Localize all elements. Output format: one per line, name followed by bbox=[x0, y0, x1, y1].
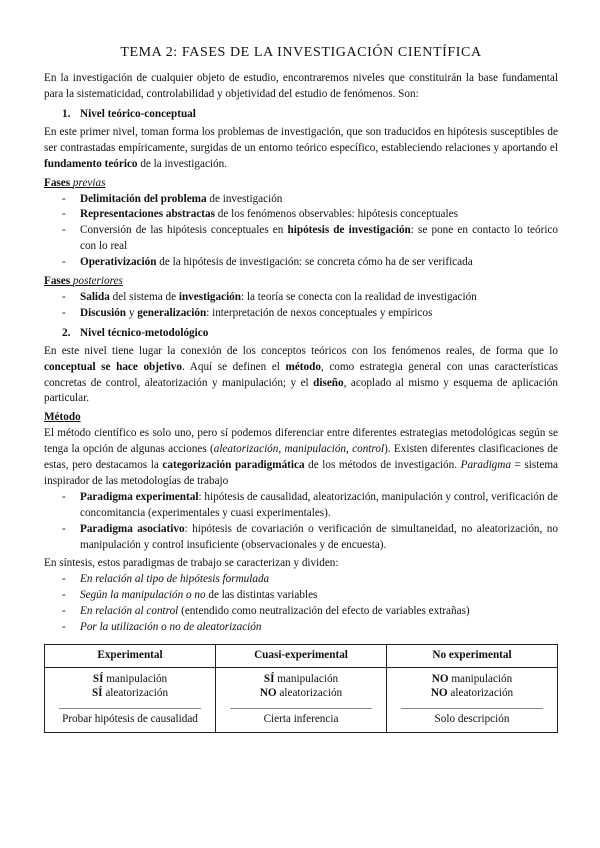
cell-footer: Probar hipótesis de causalidad bbox=[62, 713, 198, 726]
list-item: - Por la utilización o no de aleatorización bbox=[62, 620, 558, 636]
table-cell: SÍ manipulación NO aleatorización Cierta inferencia bbox=[216, 667, 387, 732]
cell-footer: Cierta inferencia bbox=[263, 713, 339, 726]
section-number: 1. bbox=[62, 108, 71, 120]
list-item: - En relación al control (entendido como neutralización del efecto de variables extrañas) bbox=[62, 604, 558, 620]
section-heading-1 bbox=[62, 107, 558, 123]
page-title: TEMA 2: FASES DE LA INVESTIGACIÓN CIENTÍFICA bbox=[120, 45, 482, 60]
table-row bbox=[45, 667, 558, 732]
section2-paragraph: En este nivel tiene lugar la conexión de los conceptos teóricos con los fenómenos reales, de forma que lo conceptual se hace objetivo. Aquí se definen el método, como estrategia general con unas características concretas de control, aleatorización y manipulación; y el diseño, acoplado al mismo y esquema de aplicación particular. bbox=[44, 344, 558, 405]
paradigm-list bbox=[44, 490, 558, 554]
list-item: - Salida del sistema de investigación: la teoría se conecta con la realidad de investigación bbox=[62, 290, 558, 306]
fases-previas-heading: Fases previas bbox=[44, 176, 106, 189]
list-item: - Operativización de la hipótesis de investigación: se concreta cómo ha de ser verificada bbox=[62, 255, 558, 271]
sintesis-list bbox=[44, 572, 558, 636]
fases-posteriores-heading: Fases posteriores bbox=[44, 275, 123, 288]
list-item: - En relación al tipo de hipótesis formulada bbox=[62, 572, 558, 588]
metodo-heading: Método bbox=[44, 411, 81, 424]
list-item: - Conversión de las hipótesis conceptuales en hipótesis de investigación: se pone en contacto lo teórico con lo real bbox=[62, 223, 558, 255]
table-header-row bbox=[45, 645, 558, 668]
section-title: Nivel teórico-conceptual bbox=[80, 108, 196, 120]
sintesis-paragraph: En síntesis, estos paradigmas de trabajo se caracterizan y dividen: bbox=[44, 557, 339, 570]
section1-paragraph: En este primer nivel, toman forma los problemas de investigación, que son traducidos en hipótesis susceptibles de ser contrastadas empíricamente, surgidas de un entorno teórico específico, estableciendo relaciones y aportando el fundamento teórico de la investigación. bbox=[44, 125, 558, 170]
list-item: - Paradigma asociativo: hipótesis de covariación o verificación de simultaneidad, no aleatorización, no manipulación y control insuficiente (observacionales y de encuesta). bbox=[62, 522, 558, 554]
list-item: - Discusión y generalización: interpretación de nexos conceptuales y empíricos bbox=[62, 306, 558, 322]
divider bbox=[59, 708, 201, 709]
column-header: Experimental bbox=[45, 645, 216, 668]
table-cell: SÍ manipulación SÍ aleatorización Probar hipótesis de causalidad bbox=[45, 667, 216, 732]
cell-footer: Solo descripción bbox=[434, 713, 510, 726]
metodo-paragraph: El método científico es solo uno, pero sí podemos diferenciar entre diferentes estrategias metodológicas según se tenga la opción de algunas acciones (aleatorización, manipulación, control). Existen diferentes clasificaciones de estas, pero destacamos la categorización paradigmática de los métodos de investigación. Paradigma = sistema inspirador de las metodologías de trabajo bbox=[44, 427, 558, 487]
section-number: 2. bbox=[62, 326, 71, 339]
table-cell: NO manipulación NO aleatorización Solo descripción bbox=[387, 667, 558, 732]
list-item: - Según la manipulación o no de las distintas variables bbox=[62, 588, 558, 604]
list-item: - Delimitación del problema de investigación bbox=[62, 192, 558, 208]
comparison-table bbox=[44, 644, 558, 733]
column-header: Cuasi-experimental bbox=[216, 645, 387, 668]
emphasis: fundamento teórico bbox=[44, 157, 138, 170]
fases-previas-list bbox=[44, 192, 558, 272]
divider bbox=[230, 708, 372, 709]
fases-posteriores-list bbox=[44, 290, 558, 322]
section-title: Nivel técnico-metodológico bbox=[80, 326, 209, 339]
intro-paragraph: En la investigación de cualquier objeto de estudio, encontraremos niveles que constituirán la base fundamental para la sistematicidad, controlabilidad y objetividad del estudio de fenómenos. Son: bbox=[44, 72, 558, 101]
column-header: No experimental bbox=[387, 645, 558, 668]
list-item: - Paradigma experimental: hipótesis de causalidad, aleatorización, manipulación y control, verificación de concomitancia (experimentales y cuasi experimentales). bbox=[62, 490, 558, 522]
section-heading-2 bbox=[62, 326, 558, 342]
list-item: - Representaciones abstractas de los fenómenos observables: hipótesis conceptuales bbox=[62, 207, 558, 223]
divider bbox=[401, 708, 543, 709]
